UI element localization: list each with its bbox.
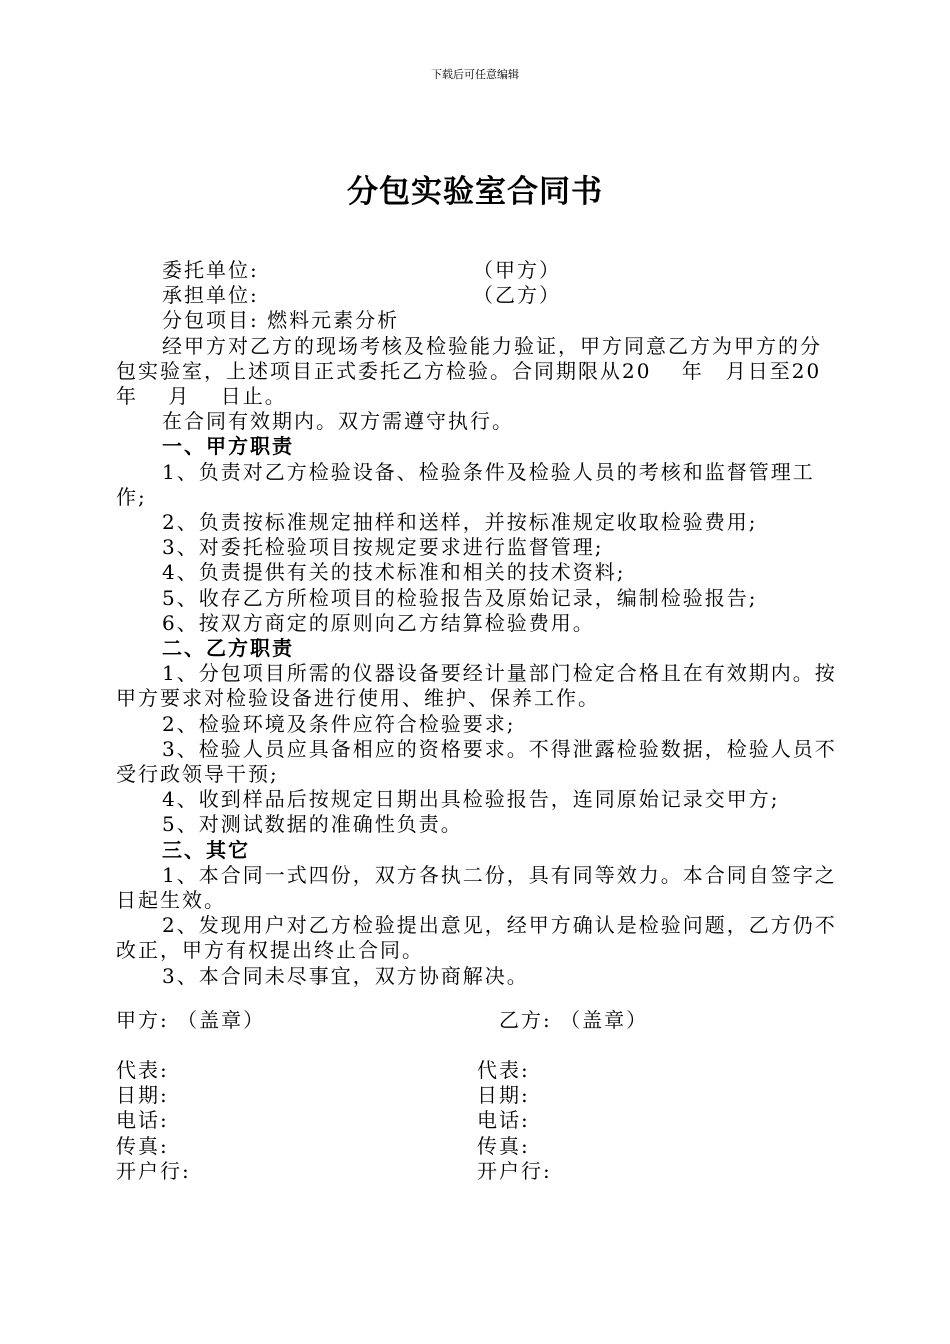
header-note: 下载后可任意编辑 (431, 68, 519, 81)
clause: 5、对测试数据的准确性负责。 (162, 812, 463, 837)
client-line (116, 258, 838, 283)
phone-field: 电话: (477, 1108, 530, 1133)
clause: 3、本合同未尽事宜，双方协商解决。 (162, 963, 529, 988)
clause: 4、负责提供有关的技术标准和相关的技术资料; (162, 560, 626, 585)
bank-field: 开户行: (477, 1158, 552, 1183)
intro-paragraph: 经甲方对乙方的现场考核及检验能力验证，甲方同意乙方为甲方的分包实验室，上述项目正式委托乙方检验。合同期限从20 年 月日至20 年 月 日止。 (116, 333, 852, 409)
date-field: 日期: (116, 1083, 169, 1108)
client-label: 委托单位: (162, 258, 259, 282)
section-heading: 一、甲方职责 (162, 434, 294, 459)
clause: 2、发现用户对乙方检验提出意见，经甲方确认是检验问题，乙方仍不改正，甲方有权提出终止合同。 (116, 913, 837, 963)
clause: 5、收存乙方所检项目的检验报告及原始记录，编制检验报告; (162, 585, 758, 610)
intro-paragraph: 在合同有效期内。双方需遵守执行。 (162, 409, 514, 434)
clause: 1、负责对乙方检验设备、检验条件及检验人员的考核和监督管理工作; (116, 459, 815, 509)
date-field: 日期: (477, 1083, 530, 1108)
party-a-fields (116, 1058, 477, 1184)
clause: 1、分包项目所需的仪器设备要经计量部门检定合格且在有效期内。按甲方要求对检验设备进行使用、维护、保养工作。 (116, 661, 837, 711)
section-heading: 三、其它 (162, 837, 250, 862)
project-line: 分包项目: 燃料元素分析 (162, 308, 400, 333)
clause: 2、检验环境及条件应符合检验要求; (162, 711, 516, 736)
signature-header (116, 1008, 838, 1033)
signature-fields (116, 1058, 838, 1184)
phone-field: 电话: (116, 1108, 169, 1133)
party-a-seal: 甲方: （盖章） (116, 1008, 266, 1032)
party-b-seal: 乙方: （盖章） (499, 1008, 649, 1032)
clause: 3、对委托检验项目按规定要求进行监督管理; (162, 535, 604, 560)
section-heading: 二、乙方职责 (162, 636, 294, 661)
fax-field: 传真: (477, 1133, 530, 1158)
page-title: 分包实验室合同书 (347, 174, 603, 210)
clause: 1、本合同一式四份，双方各执二份，具有同等效力。本合同自签字之日起生效。 (116, 862, 837, 913)
clause: 4、收到样品后按规定日期出具检验报告，连同原始记录交甲方; (162, 787, 780, 812)
contractor-line (116, 283, 838, 308)
client-role: （甲方） (473, 258, 561, 282)
contract-body (116, 258, 852, 989)
fax-field: 传真: (116, 1133, 169, 1158)
representative-field: 代表: (116, 1058, 169, 1082)
clause: 3、检验人员应具备相应的资格要求。不得泄露检验数据，检验人员不受行政领导干预; (116, 736, 837, 787)
party-b-fields (477, 1058, 838, 1184)
bank-field: 开户行: (116, 1158, 191, 1183)
representative-field: 代表: (477, 1058, 530, 1082)
contractor-role: （乙方） (473, 283, 561, 308)
clause: 6、按双方商定的原则向乙方结算检验费用。 (162, 610, 595, 635)
clause: 2、负责按标准规定抽样和送样，并按标准规定收取检验费用; (162, 510, 758, 535)
contractor-label: 承担单位: (162, 283, 259, 308)
